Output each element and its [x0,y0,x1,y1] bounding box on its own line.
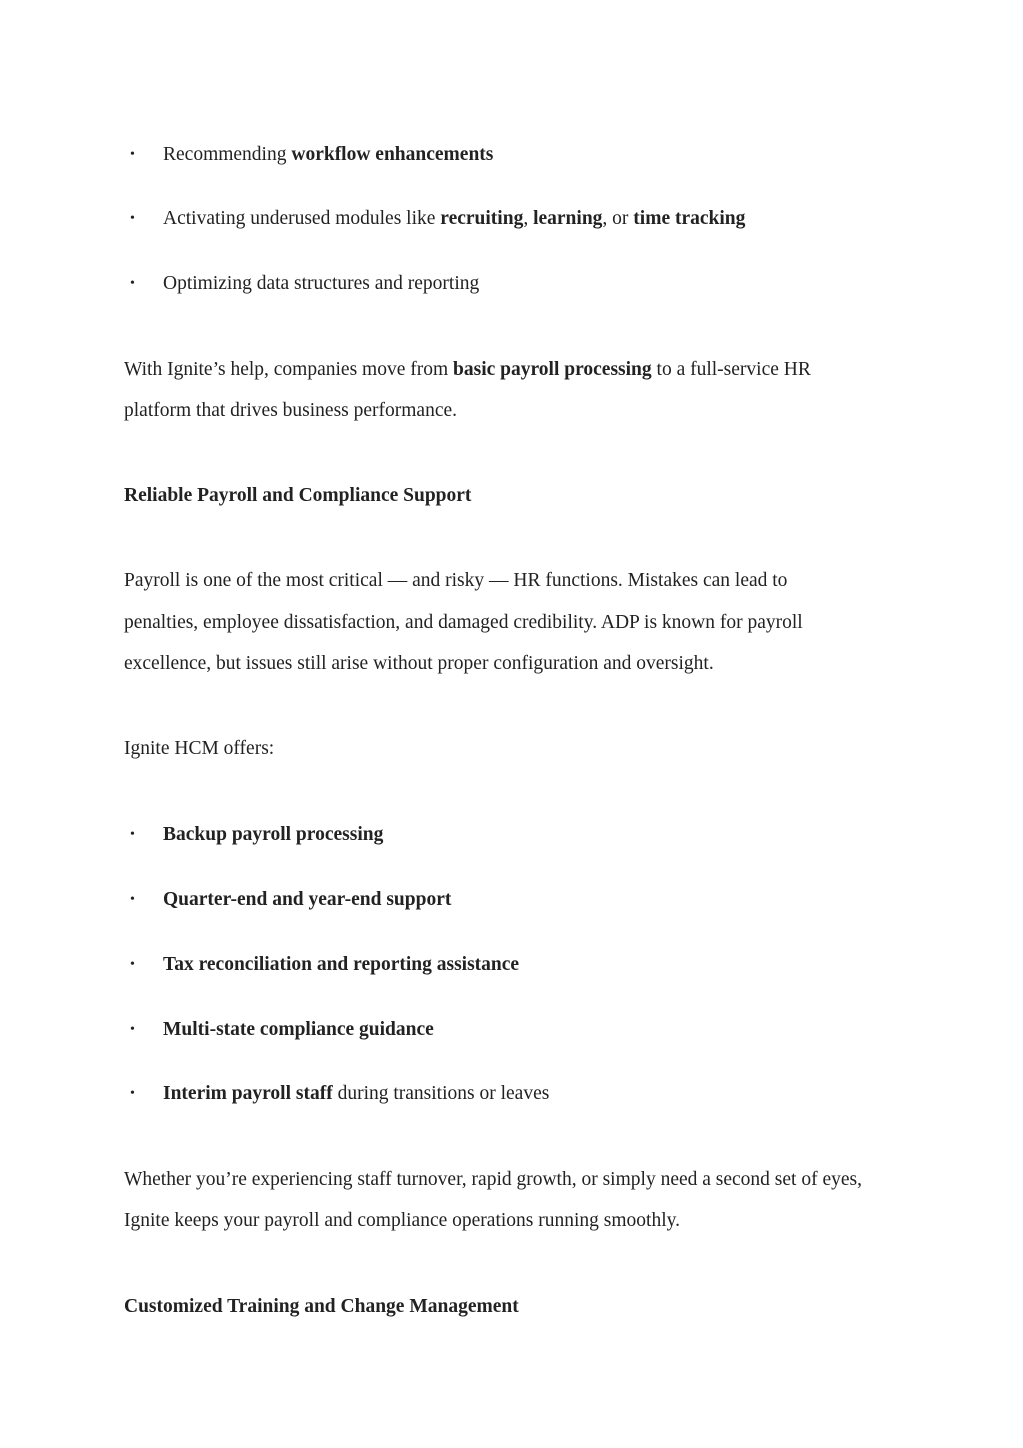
paragraph-line: Ignite HCM offers: [124,738,275,759]
paragraph-line [124,360,811,380]
list-item-text: Activating underused modules like [163,208,441,229]
paragraph-line: Ignite keeps your payroll and compliance operations running smoothly. [124,1210,680,1231]
paragraph-line: Payroll is one of the most critical — and risky — HR functions. Mistakes can lead to [124,570,788,591]
list-item-text: Recommending [163,144,292,165]
list-item-bold-text: Quarter-end and year-end support [163,889,452,910]
list-item-bold-text: recruiting [440,208,524,229]
bullet-icon: • [130,1022,135,1037]
section-heading: Customized Training and Change Management [124,1296,519,1317]
list-item-bold-text: Interim payroll staff [163,1083,333,1104]
bullet-icon: • [130,892,135,907]
list-item [130,1084,549,1104]
list-item [130,274,479,294]
list-item [130,955,519,975]
list-item-text: , [523,208,534,229]
list-item [130,145,493,165]
bullet-icon: • [130,1086,135,1101]
list-item [130,1020,434,1040]
list-item-text: , or [602,208,634,229]
list-item [130,825,383,845]
paragraph-bold-text: basic payroll processing [453,359,652,380]
bullet-icon: • [130,276,135,291]
list-item-bold-text: learning [533,208,603,229]
list-item [130,890,451,910]
list-item [130,209,745,229]
bullet-icon: • [130,827,135,842]
list-item-bold-text: Backup payroll processing [163,824,384,845]
list-item-bold-text: time tracking [633,208,746,229]
paragraph-line: excellence, but issues still arise without proper configuration and oversight. [124,653,714,674]
bullet-icon: • [130,957,135,972]
paragraph-text: to a full-service HR [651,359,811,380]
paragraph-line: platform that drives business performance. [124,400,458,421]
bullet-icon: • [130,147,135,162]
list-item-bold-text: Multi-state compliance guidance [163,1019,434,1040]
list-item-bold-text: workflow enhancements [291,144,494,165]
paragraph-line: penalties, employee dissatisfaction, and damaged credibility. ADP is known for payroll [124,612,803,633]
list-item-text: during transitions or leaves [332,1083,550,1104]
section-heading: Reliable Payroll and Compliance Support [124,485,472,506]
paragraph-line: Whether you’re experiencing staff turnover, rapid growth, or simply need a second set of eyes, [124,1169,862,1190]
paragraph-text: With Ignite’s help, companies move from [124,359,454,380]
list-item-bold-text: Tax reconciliation and reporting assistance [163,954,520,975]
list-item-text: Optimizing data structures and reporting [163,273,480,294]
bullet-icon: • [130,211,135,226]
